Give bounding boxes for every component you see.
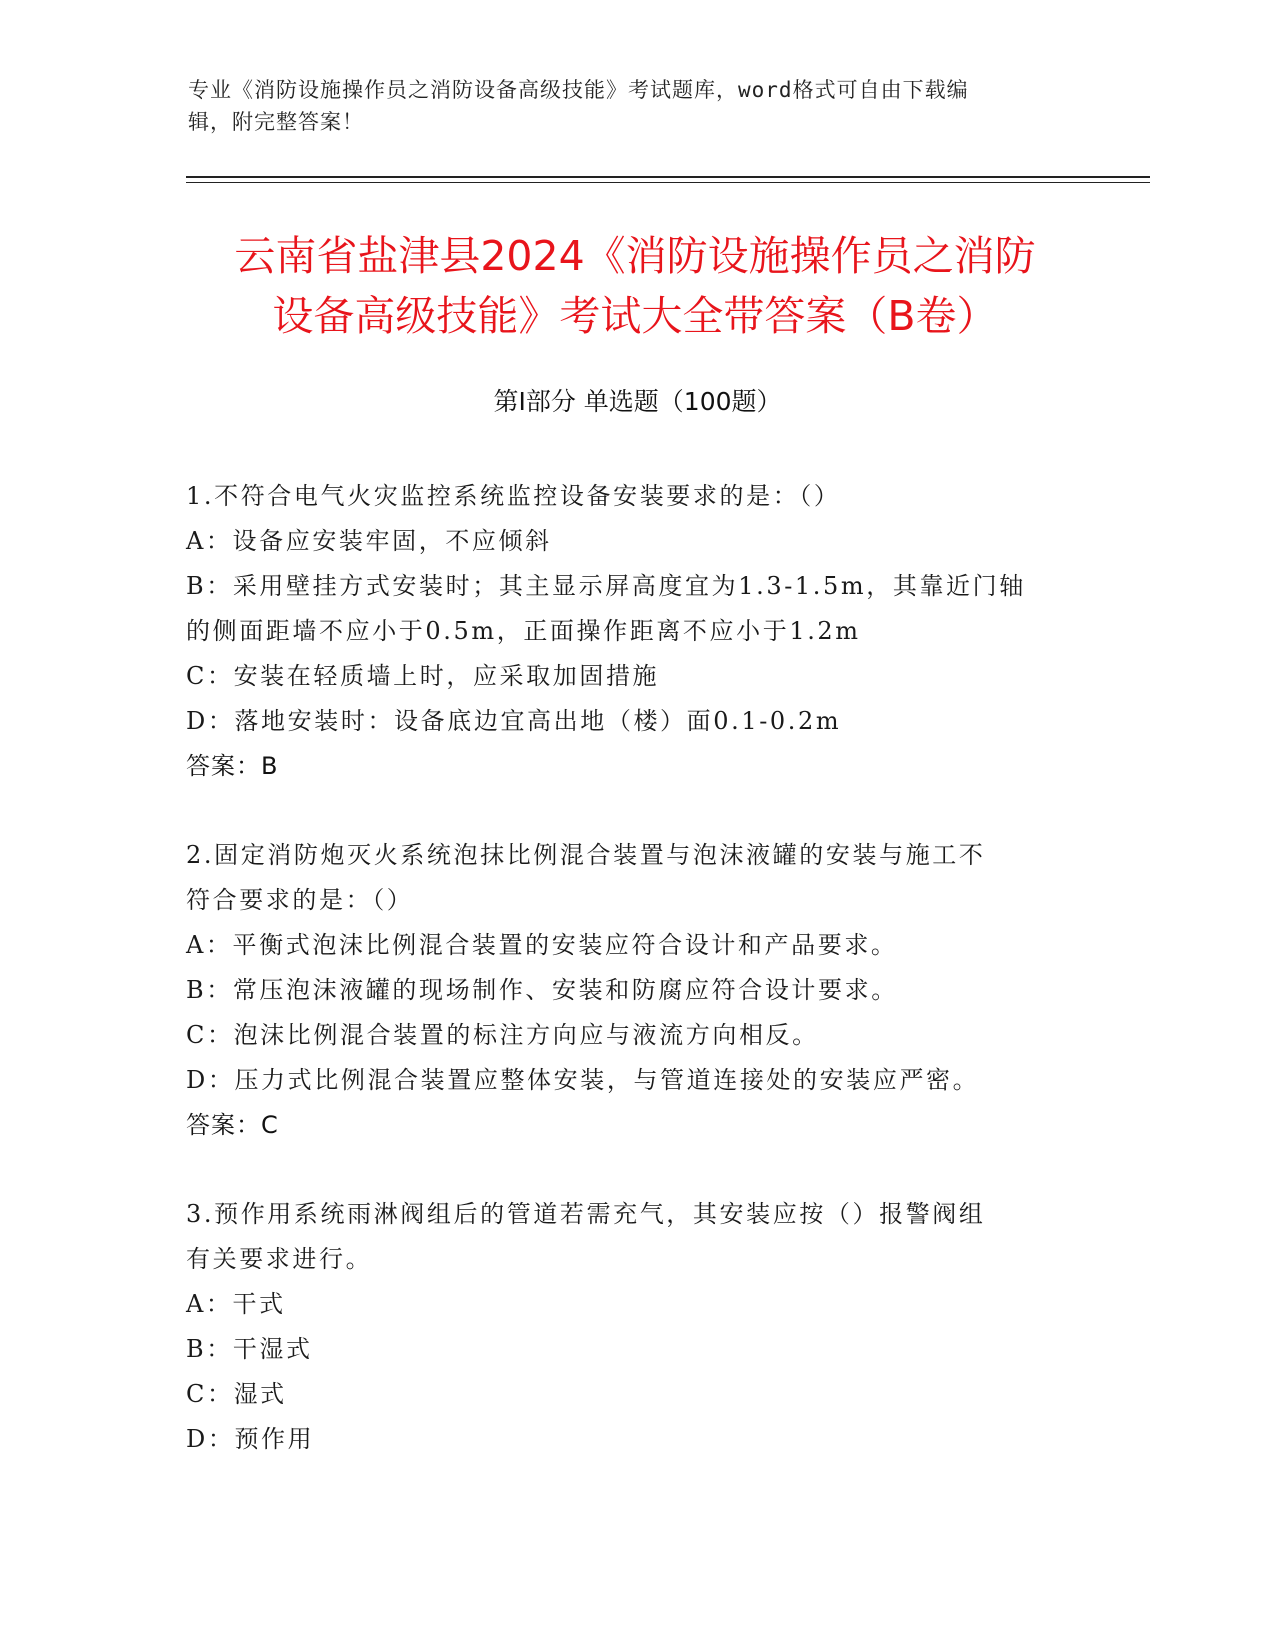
question-3	[186, 1192, 1086, 1462]
question-stem-line: 2.固定消防炮灭火系统泡抹比例混合装置与泡沫液罐的安装与施工不	[186, 841, 986, 869]
header-note-line-2: 辑，附完整答案！	[188, 110, 364, 134]
section-heading: 第Ⅰ部分 单选题（100题）	[493, 387, 782, 416]
option-d: D：落地安装时：设备底边宜高出地（楼）面0.1-0.2m	[186, 707, 842, 735]
question-stem-line: 有关要求进行。	[186, 1245, 373, 1273]
option-b: B：常压泡沫液罐的现场制作、安装和防腐应符合设计要求。	[186, 976, 898, 1004]
option-a: A：设备应安装牢固，不应倾斜	[186, 527, 552, 555]
option-c: C：泡沫比例混合装置的标注方向应与液流方向相反。	[186, 1021, 819, 1049]
question-stem-line: 3.预作用系统雨淋阀组后的管道若需充气，其安装应按（）报警阀组	[186, 1200, 986, 1228]
option-b-continued: 的侧面距墙不应小于0.5m，正面操作距离不应小于1.2m	[186, 617, 861, 645]
document-title	[180, 226, 1090, 346]
header-divider-thick	[186, 176, 1150, 178]
document-title-line-1: 云南省盐津县2024《消防设施操作员之消防	[234, 232, 1036, 280]
question-list	[186, 474, 1086, 1506]
header-note-line-1: 专业《消防设施操作员之消防设备高级技能》考试题库，word格式可自由下载编	[188, 78, 969, 102]
option-c: C：湿式	[186, 1380, 287, 1408]
answer: 答案：B	[186, 752, 279, 780]
header-note	[188, 74, 1068, 138]
option-a: A：干式	[186, 1290, 286, 1318]
question-stem	[186, 1192, 1086, 1282]
question-stem-line: 符合要求的是：（）	[186, 886, 414, 914]
option-b: B：采用壁挂方式安装时；其主显示屏高度宜为1.3-1.5m，其靠近门轴	[186, 572, 1026, 600]
header-divider-thin	[186, 182, 1150, 183]
option-a: A：平衡式泡沫比例混合装置的安装应符合设计和产品要求。	[186, 931, 898, 959]
option-d: D：压力式比例混合装置应整体安装，与管道连接处的安装应严密。	[186, 1066, 980, 1094]
document-title-line-2: 设备高级技能》考试大全带答案（B卷）	[272, 292, 998, 340]
option-d: D：预作用	[186, 1425, 315, 1453]
question-stem	[186, 474, 1086, 519]
question-stem-line: 1.不符合电气火灾监控系统监控设备安装要求的是：（）	[186, 482, 841, 510]
option-c: C：安装在轻质墙上时，应采取加固措施	[186, 662, 660, 690]
option-b: B：干湿式	[186, 1335, 313, 1363]
question-1	[186, 474, 1086, 789]
answer: 答案：C	[186, 1111, 279, 1139]
question-stem	[186, 833, 1086, 923]
question-2	[186, 833, 1086, 1148]
